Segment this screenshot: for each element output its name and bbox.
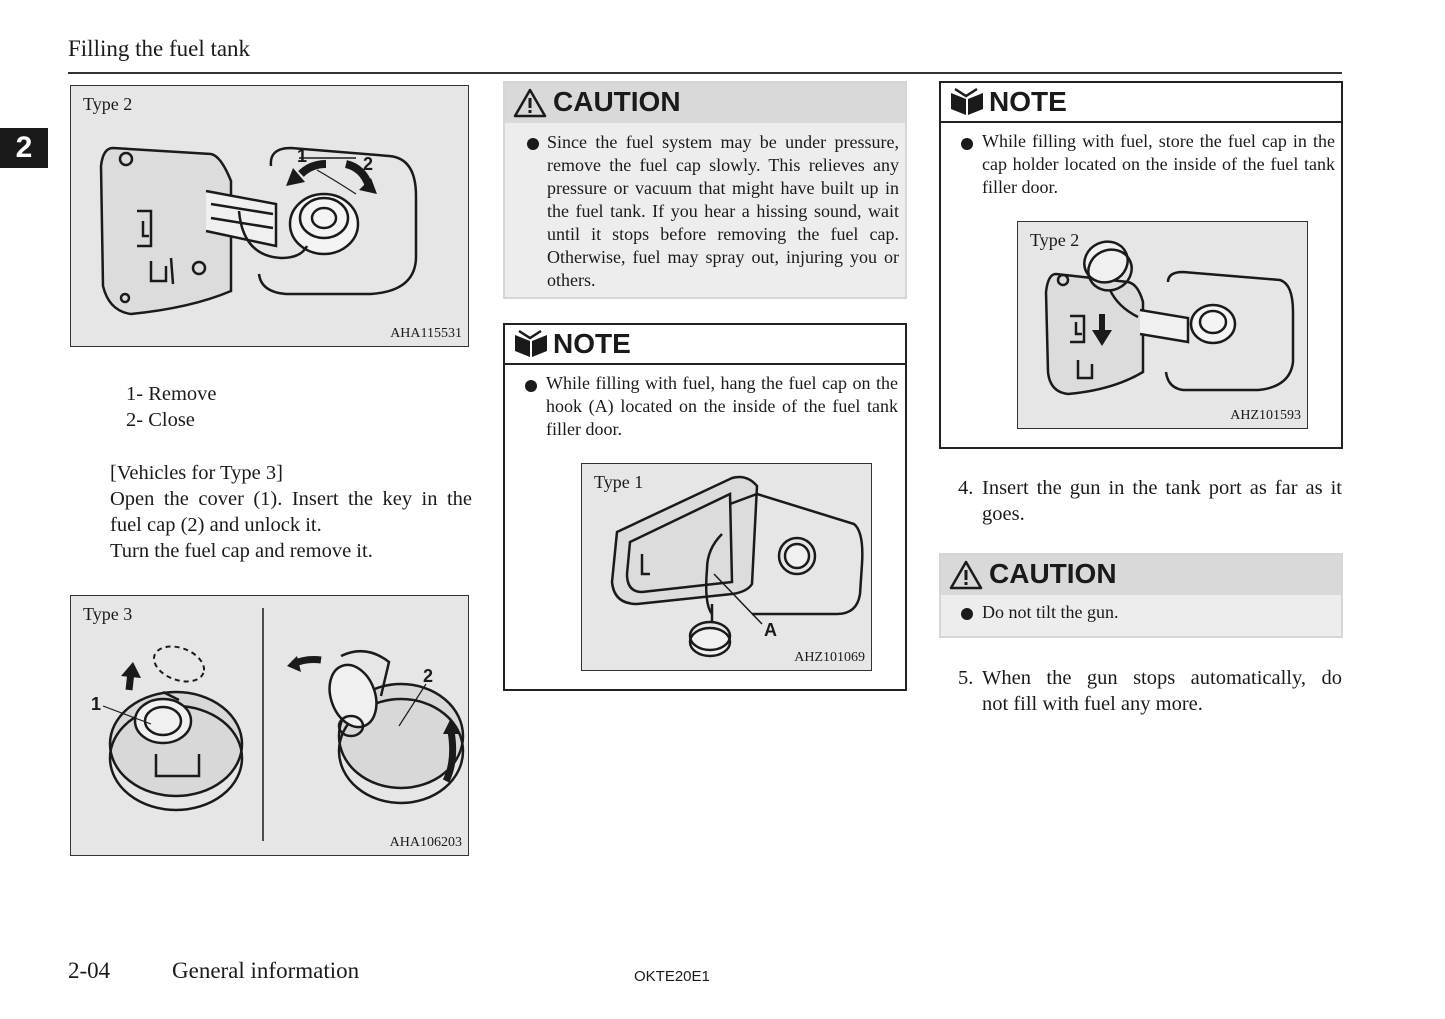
- callout-1: 1: [91, 694, 102, 714]
- figure-code: AHA115531: [390, 326, 462, 341]
- figure-type-label: Type 2: [83, 94, 133, 114]
- filler-door-hook-illustration: [582, 464, 873, 672]
- figure-type2-cap: [70, 85, 469, 347]
- note-title: NOTE: [989, 86, 1067, 117]
- caution-text: Do not tilt the gun.: [982, 602, 1119, 622]
- caution-header: [505, 83, 905, 123]
- figure-type-label: Type 3: [83, 604, 133, 624]
- figure-type-label: Type 2: [1030, 230, 1080, 250]
- bullet: [525, 380, 537, 392]
- page-number: 2-04: [68, 958, 111, 983]
- note-text: While filling with fuel, hang the fuel cap on the hook (A) located on the inside of the fuel tank filler door.: [546, 373, 898, 439]
- note-panel-hook: [503, 323, 907, 691]
- step-text: not fill with fuel any more.: [982, 693, 1203, 715]
- cap-holder-illustration: [1018, 222, 1309, 430]
- note-book-icon: [949, 87, 985, 117]
- callout-2: 2: [363, 154, 374, 174]
- figure-type2-holder: [1017, 221, 1308, 429]
- locking-cap-illustration: [71, 596, 470, 857]
- paragraph-line: [Vehicles for Type 3]: [110, 462, 283, 484]
- chapter-tab: 2: [0, 128, 48, 168]
- caution-header: [941, 555, 1341, 595]
- figure-code: AHZ101069: [794, 650, 865, 665]
- callout-a: A: [764, 620, 777, 640]
- section-title: General information: [172, 958, 360, 983]
- figure-type-label: Type 1: [594, 472, 644, 492]
- page-header-title: Filling the fuel tank: [68, 36, 251, 61]
- callout-2: 2: [423, 666, 434, 686]
- caution-title: CAUTION: [553, 86, 681, 117]
- note-title: NOTE: [553, 328, 631, 359]
- step-number: 4.: [958, 477, 974, 499]
- caution-panel-pressure: [503, 81, 907, 299]
- legend-item-2: 2- Close: [126, 409, 195, 431]
- step-text: When the gun stops automatically, do: [982, 667, 1342, 689]
- paragraph-line: fuel cap (2) and unlock it.: [110, 514, 322, 536]
- note-text: While filling with fuel, store the fuel cap in the cap holder located on the inside of the fuel tank filler door.: [982, 131, 1335, 197]
- bullet: [527, 138, 539, 150]
- paragraph-line: Turn the fuel cap and remove it.: [110, 540, 373, 562]
- note-header: [505, 325, 905, 365]
- bullet: [961, 138, 973, 150]
- bullet: [961, 608, 973, 620]
- caution-text: Since the fuel system may be under pressure, remove the fuel cap slowly. This relieves any pressure or vacuum that might have built up in the fuel tank. If you hear a hissing sound, wait until it stops before removing the fuel cap. Otherwise, fuel may spray out, injuring you or others.: [547, 132, 899, 290]
- figure-code: AHZ101593: [1230, 408, 1301, 423]
- legend-item-1: 1- Remove: [126, 383, 217, 405]
- step-text: goes.: [982, 503, 1025, 525]
- step-text: Insert the gun in the tank port as far as it: [982, 477, 1342, 499]
- paragraph-line: Open the cover (1). Insert the key in the: [110, 488, 472, 510]
- header-rule: [68, 72, 1342, 74]
- fuel-door-illustration: [71, 86, 470, 348]
- callout-1: 1: [297, 146, 308, 166]
- figure-type3-cap: [70, 595, 469, 856]
- note-header: [941, 83, 1341, 123]
- caution-title: CAUTION: [989, 558, 1117, 589]
- figure-code: AHA106203: [389, 835, 462, 850]
- note-panel-holder: [939, 81, 1343, 449]
- warning-triangle-icon: [949, 559, 983, 591]
- step-number: 5.: [958, 667, 974, 689]
- figure-type1-hook: [581, 463, 872, 671]
- warning-triangle-icon: [513, 87, 547, 119]
- note-book-icon: [513, 329, 549, 359]
- document-code: OKTE20E1: [634, 968, 710, 985]
- caution-panel-tilt: [939, 553, 1343, 638]
